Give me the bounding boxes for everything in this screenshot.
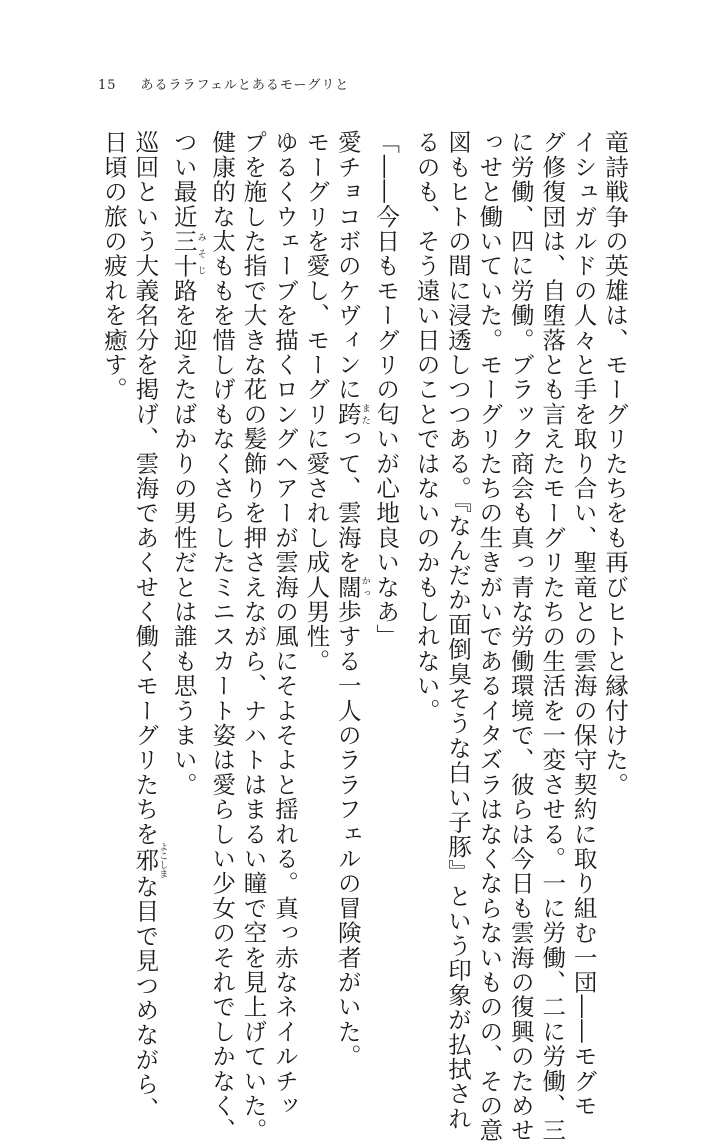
text-line: っせと働いていた。モーグリたちの生きがいであるイタズラはなくならないものの、その意 [475,130,504,1143]
text-line: 図もヒトの間に浸透しつつある。『なんだか面倒臭そうな白い子豚』という印象が払拭され [443,130,472,1131]
ruby-text [333,401,370,427]
ruby-text [333,574,370,600]
ruby-base: 三十 [169,228,198,279]
text-segment: つい最近 [169,130,198,229]
text-line [129,130,168,1122]
text-line: イシュガルドの人々と手を取り合い、聖竜との雲海の保守契約に取り組む一団――モグモ [569,130,598,1118]
text-line: グ修復団は、自堕落とも言えたモーグリたちの生活を一変させる。一に労働、二に労働、三 [538,130,567,1143]
ruby-reading: かっ [359,574,370,600]
paragraph-gap [401,130,410,140]
ruby-text [169,228,206,279]
text-line: 日頃の旅の疲れを癒す。 [99,130,128,402]
text-segment: 巡回という大義名分を掲げ、雲海であくせく働くモーグリたちを [131,130,160,847]
ruby-base: 邪 [131,842,160,879]
text-line: プを施した指で大きな花の髪飾りを押さえながら、ナハトはまるい瞳で空を見上げていた。 [239,130,268,1143]
text-line: るのも、そう遠い日のことではないのかもしれない。 [412,130,441,723]
ruby-base: 闊 [333,574,362,600]
body-text [98,130,631,1143]
page-number: 15 [98,78,117,93]
text-line [331,130,370,1069]
text-segment: な目で見つめながら、 [131,874,160,1122]
text-segment: 路を迎えたばかりの男性だとは誰も思うまい。 [169,278,198,797]
ruby-reading: みそじ [195,228,206,279]
ruby-reading: また [359,401,370,427]
text-line: ゆるくウェーブを描くロングヘアーが雲海の風にそよそよと揺れる。真っ赤なネイルチッ [270,130,299,1118]
text-segment: 歩する一人のララフェルの冒険者がいた。 [333,599,362,1069]
running-title: あるララフェルとあるモーグリと [140,78,350,93]
text-line: 健康的な太ももを惜しげもなくさらしたミニスカート姿は愛らしい少女のそれでしかなく、 [208,130,237,1143]
text-line: に労働、四に労働。ブラック商会も真っ青な労働環境で、彼らは今日も雲海の復興のためせ [506,130,535,1143]
ruby-text [131,842,168,879]
ruby-base: 跨 [333,401,362,427]
text-line: 竜詩戦争の英雄は、モーグリたちをも再びヒトと縁付けた。 [601,130,629,797]
dialogue-line: 「――今日もモーグリの匂いが心地良いなあ」 [372,130,401,649]
page-header [98,74,349,93]
text-line: モーグリを愛し、モーグリに愛されし成人男性。 [302,130,331,674]
text-line [167,130,205,990]
ruby-reading: よこしま [157,842,168,879]
text-segment: 愛チョコボのケヴィンに [333,130,362,402]
text-segment: って、雲海を [333,426,362,575]
